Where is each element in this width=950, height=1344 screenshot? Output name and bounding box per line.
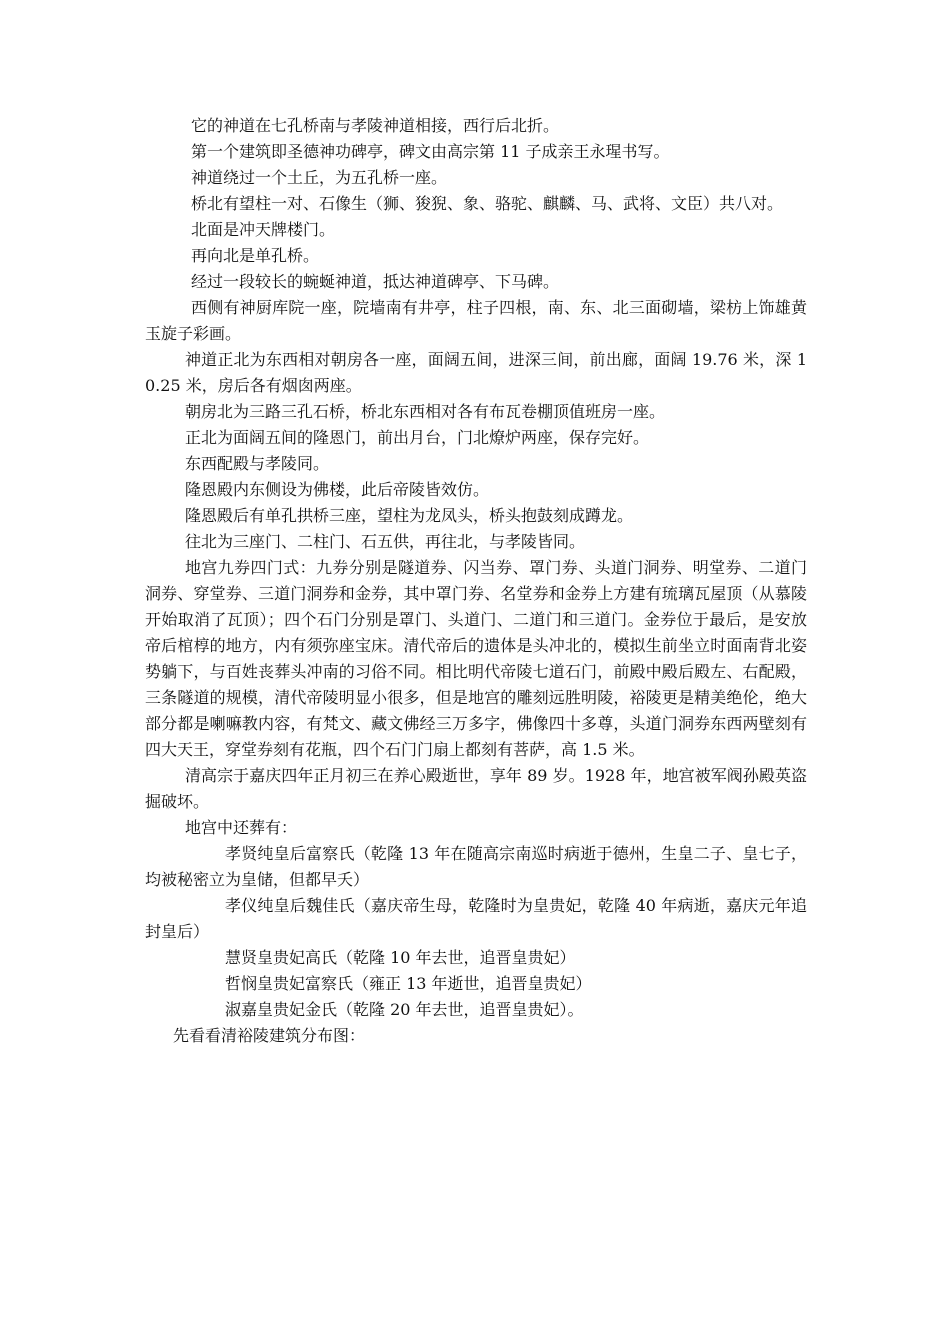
paragraph-23: 淑嘉皇贵妃金氏（乾隆 20 年去世，追晋皇贵妃）。: [225, 1000, 584, 1019]
paragraph-3: 神道绕过一个土丘，为五孔桥一座。: [191, 168, 448, 187]
paragraph-13: 隆恩殿内东侧设为佛楼，此后帝陵皆效仿。: [185, 480, 490, 499]
paragraph-20: 孝仪纯皇后魏佳氏（嘉庆帝生母，乾隆时为皇贵妃，乾隆 40 年病逝，嘉庆元年追封皇后）: [145, 896, 807, 941]
document-body: [145, 113, 807, 1049]
paragraph-21: 慧贤皇贵妃高氏（乾隆 10 年去世，追晋皇贵妃）: [225, 948, 576, 967]
paragraph-8: 西侧有神厨库院一座，院墙南有井亭，柱子四根，南、东、北三面砌墙，梁枋上饰雄黄玉旋子彩画。: [145, 298, 807, 343]
paragraph-19: 孝贤纯皇后富察氏（乾隆 13 年在随高宗南巡时病逝于德州，生皇二子、皇七子，均被秘密立为皇储，但都早夭）: [145, 844, 807, 889]
paragraph-17: 清高宗于嘉庆四年正月初三在养心殿逝世，享年 89 岁。1928 年，地宫被军阀孙殿英盗掘破坏。: [145, 766, 807, 811]
paragraph-12: 东西配殿与孝陵同。: [185, 454, 330, 473]
paragraph-10: 朝房北为三路三孔石桥，桥北东西相对各有布瓦卷棚顶值班房一座。: [185, 402, 666, 421]
paragraph-14: 隆恩殿后有单孔拱桥三座，望柱为龙凤头，桥头抱鼓刻成蹲龙。: [185, 506, 634, 525]
paragraph-16: 地宫九券四门式：九券分别是隧道券、闪当券、罩门券、头道门洞券、明堂券、二道门洞券、穿堂券、三道门洞券和金券，其中罩门券、名堂券和金券上方建有琉璃瓦屋顶（从慕陵开始取消了瓦顶）；四个石门分别是罩门、头道门、二道门和三道门。金券位于最后，是安放帝后棺椁的地方，内有须弥座宝床。清代帝后的遗体是头冲北的，模拟生前坐立时面南背北姿势躺下，与百姓丧葬头冲南的习俗不同。相比明代帝陵七道石门，前殿中殿后殿左、右配殿，三条隧道的规模，清代帝陵明显小很多，但是地宫的雕刻远胜明陵，裕陵更是精美绝伦，绝大部分都是喇嘛教内容，有梵文、藏文佛经三万多字，佛像四十多尊，头道门洞券东西两壁刻有四大天王，穿堂券刻有花瓶，四个石门门扇上都刻有菩萨，高 1.5 米。: [145, 558, 807, 759]
paragraph-7: 经过一段较长的蜿蜒神道，抵达神道碑亭、下马碑。: [191, 272, 560, 291]
paragraph-15: 往北为三座门、二柱门、石五供，再往北，与孝陵皆同。: [185, 532, 586, 551]
paragraph-4: 桥北有望柱一对、石像生（狮、狻猊、象、骆驼、麒麟、马、武将、文臣）共八对。: [191, 194, 784, 213]
paragraph-11: 正北为面阔五间的隆恩门，前出月台，门北燎炉两座，保存完好。: [185, 428, 650, 447]
paragraph-24: 先看看清裕陵建筑分布图：: [173, 1026, 366, 1045]
paragraph-22: 哲悯皇贵妃富察氏（雍正 13 年逝世，追晋皇贵妃）: [225, 974, 592, 993]
paragraph-1: 它的神道在七孔桥南与孝陵神道相接，西行后北折。: [191, 116, 560, 135]
paragraph-2: 第一个建筑即圣德神功碑亭，碑文由高宗第 11 子成亲王永瑆书写。: [191, 142, 670, 161]
paragraph-6: 再向北是单孔桥。: [191, 246, 320, 265]
paragraph-18: 地宫中还葬有：: [185, 818, 298, 837]
paragraph-9: 神道正北为东西相对朝房各一座，面阔五间，进深三间，前出廊，面阔 19.76 米，深 10.25 米，房后各有烟囱两座。: [145, 350, 807, 395]
paragraph-5: 北面是冲天牌楼门。: [191, 220, 336, 239]
